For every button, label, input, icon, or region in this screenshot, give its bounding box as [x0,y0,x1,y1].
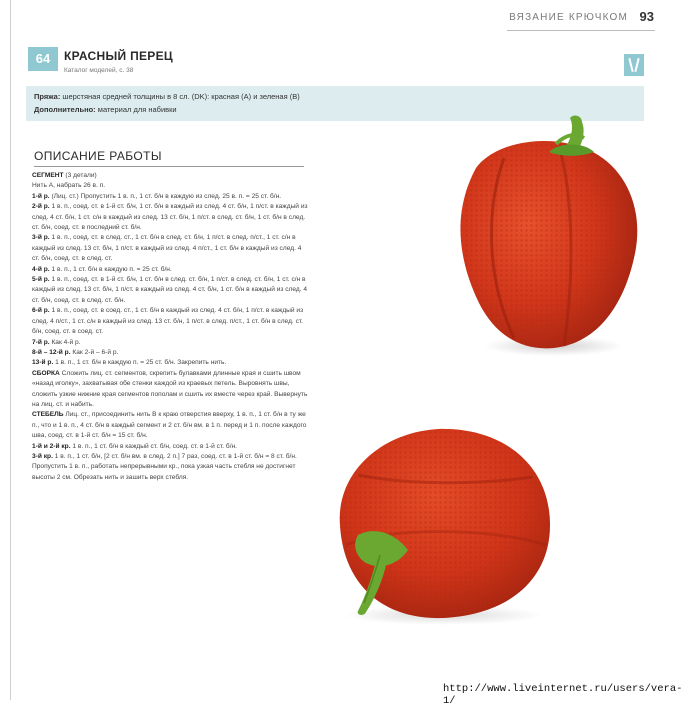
instruction-para: 3-й кр. 1 в. п., 1 ст. б/н, [2 ст. б/н вм. в след. 2 п.] 7 раз, соед. ст. в 1-й ст. б/н = 8 ст. б/н. [32,452,297,460]
instruction-para: 1-й и 2-й кр. 1 в. п., 1 ст. б/н в каждый ст. б/н, соед. ст. в 1-й ст. б/н. [32,442,238,450]
instruction-para: 8-й – 12-й р. Как 2-й – 6-й р. [32,348,119,356]
header-rule [507,30,655,31]
extra-label: Дополнительно: [34,105,96,114]
instructions-text [32,171,310,483]
instruction-para: 4-й р. 1 в. п., 1 ст. б/н в каждую п. = 25 ст. б/н. [32,265,172,273]
instruction-para: 1-й р. (Лиц. ст.) Пропустить 1 в. п., 1 ст. б/н в каждую из след. 25 в. п. = 25 ст. б/н. [32,192,282,200]
instruction-para: 3-й р. 1 в. п., соед. ст. в след. ст., 1 ст. б/н в след. ст. б/н, 1 п/ст. в след. п/ст., 1 ст. с/н в каждый из след. 13 ст. б/н, 1 п/ст. в каждый из след. 4 п/ст., 1 ст. б/н в каждый из след. 4 ст. б/н, соед. ст. в след. ст. [32,234,302,263]
instruction-para: СЕГМЕНТ (3 детали) [32,172,97,179]
pepper-photo-bottom [318,415,564,629]
running-head: ВЯЗАНИЕ КРЮЧКОМ [509,12,628,23]
page-number: 93 [639,9,654,24]
instruction-para: 5-й р. 1 в. п., соед. ст. в 1-й ст. б/н, 1 ст. б/н в след. ст. б/н, 1 п/ст. в след. ст. б/н, 1 ст. с/н в каждый из след. 13 ст. б/н, 1 п/ст. в каждый из след. 4 ст. б/н, 1 ст. б/н в каждый из след. 4 ст. б/н, соед. ст. в след. ст. б/н. [32,276,308,304]
instruction-para: СБОРКА Сложить лиц. ст. сегментов, скрепить булавками длинные края и сшить швом «назад иголку», захватывая обе стенки каждой из краевых петель. Выровнять швы, сложить узкие нижние края сегментов пополам и сшить их вместе через край. Вывернуть на лиц. ст. и набить. [32,369,308,408]
instruction-para: Пропустить 1 в. п., работать непрерывными кр., пока узкая часть стебля не достигнет высоты 2 см. Обрезать нить и зашить верх стебля. [32,463,296,481]
item-catalog-ref: Каталог моделей, с. 38 [64,67,134,74]
item-number-badge: 64 [28,47,58,71]
page-edge-line [10,0,11,700]
instruction-para: 2-й р. 1 в. п., соед. ст. в 1-й ст. б/н, 1 ст. б/н в каждый из след. 4 ст. б/н, 1 п/ст. в каждый из след. 4 ст. б/н, 1 ст. с/н в каждый из след. 13 ст. б/н, 1 п/ст. в след. ст. б/н, 1 ст. б/н в след. ст. б/н, соед. ст. в последний ст. б/н. [32,203,308,232]
chapter-tab-icon [624,54,644,76]
item-title: КРАСНЫЙ ПЕРЕЦ [64,49,173,63]
instruction-para: 6-й р. 1 в. п., соед. ст. в соед. ст., 1 ст. б/н в каждый из след. 4 ст. б/н, 1 п/ст. в каждый из след. 4 п/ст., 1 ст. с/н в каждый из след. 13 ст. б/н, 1 п/ст. в след. п/ст., 1 ст. б/н в след. ст. б/н, соед. ст. в соед. ст. [32,307,304,336]
yarn-text: шерстяная средней толщины в 8 сл. (DK): красная (А) и зеленая (В) [62,92,300,101]
instruction-para: 13-й р. 1 в. п., 1 ст. б/н в каждую п. = 25 ст. б/н. Закрепить нить. [32,359,227,367]
pepper-photo-side [424,108,654,378]
watermark-url: http://www.liveinternet.ru/users/vera-1/ [443,683,683,707]
instruction-para: СТЕБЕЛЬ Лиц. ст., присоединить нить В к краю отверстия вверху, 1 в. п., 1 ст. б/н в ту же п., что и 1 в. п., 4 ст. б/н в каждый сегмент и 2 ст. б/н вм. в 1 п. перед и 1 п. после каждого шва, соед. ст. в 1-й ст. б/н = 15 ст. б/н. [32,411,307,440]
section-title: ОПИСАНИЕ РАБОТЫ [34,149,162,163]
section-rule [34,166,304,167]
extra-text: материал для набивки [97,105,177,114]
yarn-line [34,90,636,103]
yarn-label: Пряжа: [34,92,61,101]
instruction-para: Нить А, набрать 26 в. п. [32,182,106,190]
item-title-bar [26,46,644,78]
instruction-para: 7-й р. Как 4-й р. [32,338,81,346]
